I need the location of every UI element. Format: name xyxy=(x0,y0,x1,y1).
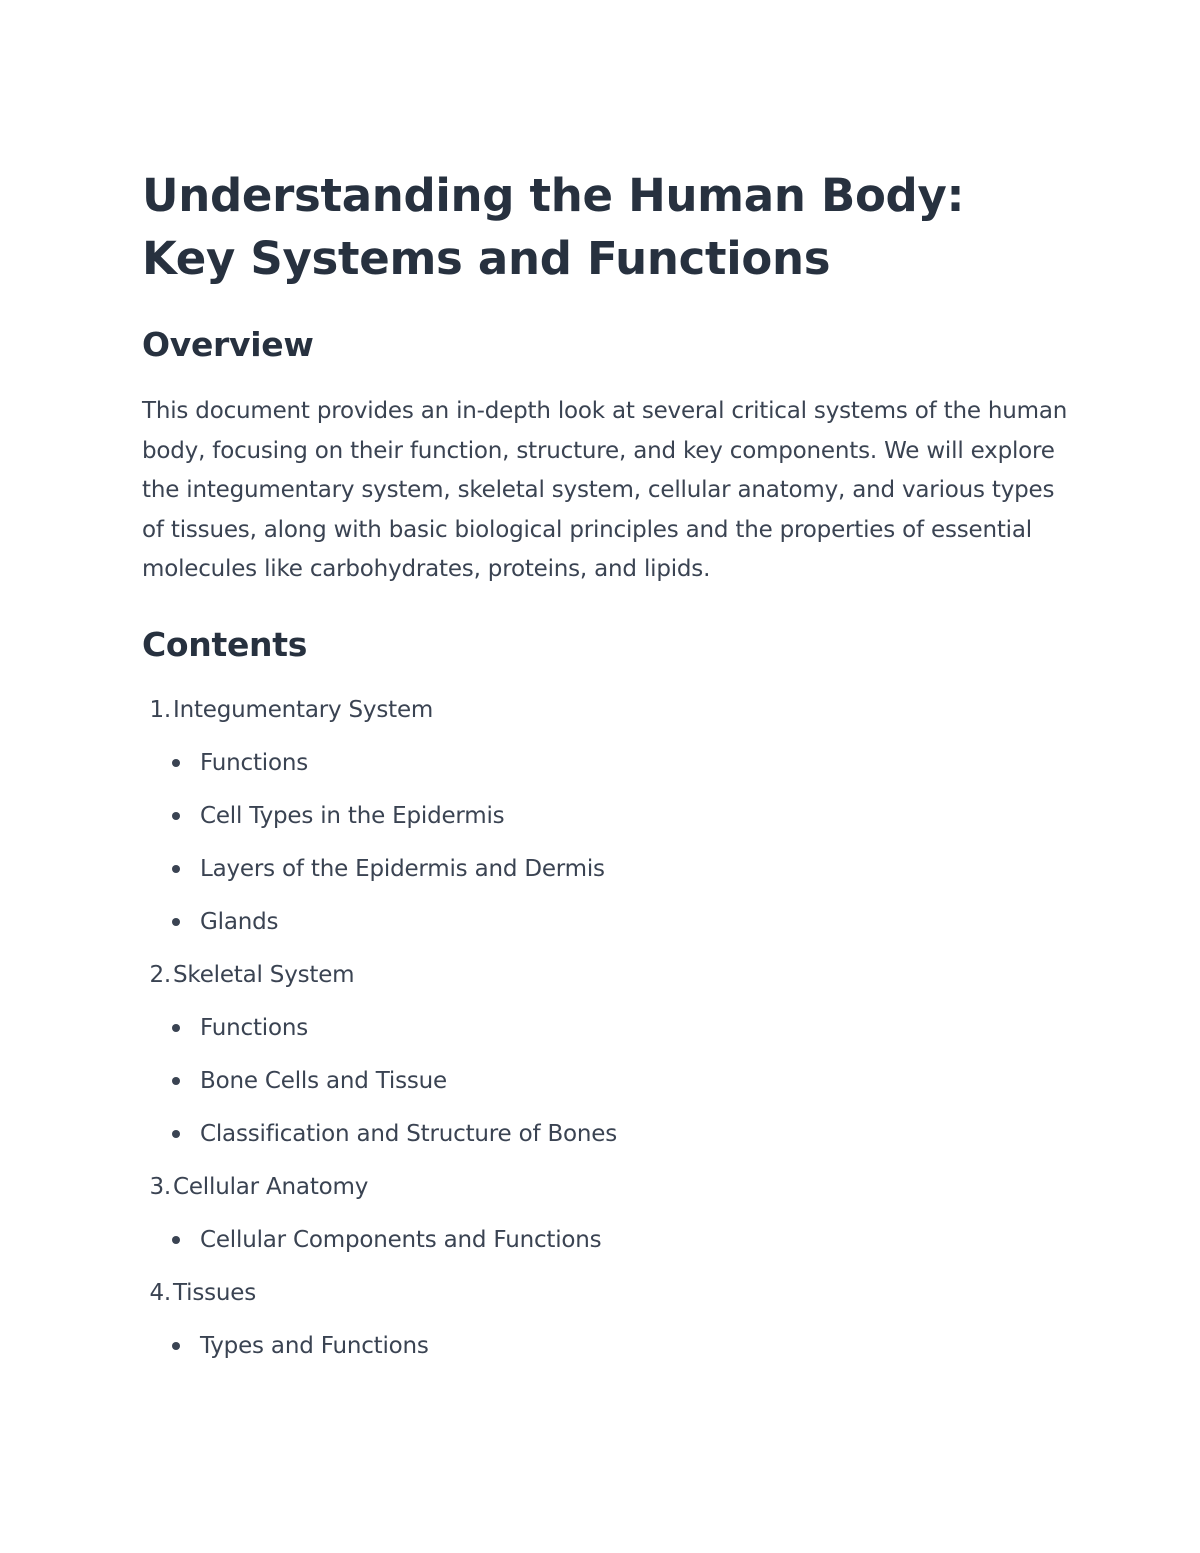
list-item-label: Types and Functions xyxy=(200,1332,429,1359)
list-item-label: Functions xyxy=(200,1014,309,1041)
list-item xyxy=(142,1114,1072,1154)
list-item xyxy=(142,1061,1072,1101)
section-number: 3. xyxy=(149,1173,171,1200)
bullet-icon xyxy=(172,865,180,873)
table-of-contents xyxy=(142,690,1072,1366)
list-item-label: Glands xyxy=(200,908,279,935)
list-item xyxy=(142,1008,1072,1048)
bullet-icon xyxy=(172,1024,180,1032)
list-item xyxy=(142,743,1072,783)
list-item xyxy=(142,902,1072,942)
overview-text: This document provides an in-depth look at several critical systems of the human body, focusing on their function, structure, and key components. We will explore the integumentary system, skeletal system, cellular anatomy, and various types of tissues, along with basic biological principles and the properties of essential molecules like carbohydrates, proteins, and lipids. xyxy=(142,398,1068,583)
bullet-icon xyxy=(172,1130,180,1138)
list-item-label: Cell Types in the Epidermis xyxy=(200,802,505,829)
toc-section-integumentary xyxy=(142,690,1072,942)
list-item-label: Classification and Structure of Bones xyxy=(200,1120,618,1147)
contents-heading: Contents xyxy=(142,624,308,664)
section-label: Integumentary System xyxy=(173,696,434,723)
list-item-label: Cellular Components and Functions xyxy=(200,1226,602,1253)
list-item xyxy=(142,849,1072,889)
subsection-list xyxy=(142,743,1072,942)
section-label: Cellular Anatomy xyxy=(173,1173,369,1200)
section-label: Tissues xyxy=(173,1279,257,1306)
list-item xyxy=(142,796,1072,836)
section-number: 2. xyxy=(149,961,171,988)
section-number: 4. xyxy=(149,1279,171,1306)
subsection-list xyxy=(142,1220,1072,1260)
list-item-label: Layers of the Epidermis and Dermis xyxy=(200,855,605,882)
subsection-list xyxy=(142,1008,1072,1154)
overview-heading: Overview xyxy=(142,325,314,364)
list-item xyxy=(142,1326,1072,1366)
bullet-icon xyxy=(172,759,180,767)
bullet-icon xyxy=(172,812,180,820)
toc-section-skeletal xyxy=(142,955,1072,1154)
toc-section-cellular xyxy=(142,1167,1072,1260)
section-number: 1. xyxy=(149,696,171,723)
section-label: Skeletal System xyxy=(173,961,355,988)
document-page xyxy=(142,164,1072,1379)
toc-section-tissues xyxy=(142,1273,1072,1366)
subsection-list xyxy=(142,1326,1072,1366)
list-item xyxy=(142,1220,1072,1260)
bullet-icon xyxy=(172,1236,180,1244)
bullet-icon xyxy=(172,1342,180,1350)
bullet-icon xyxy=(172,918,180,926)
list-item-label: Functions xyxy=(200,749,309,776)
document-title: Understanding the Human Body: Key Systems and Functions xyxy=(142,169,965,285)
bullet-icon xyxy=(172,1077,180,1085)
list-item-label: Bone Cells and Tissue xyxy=(200,1067,447,1094)
